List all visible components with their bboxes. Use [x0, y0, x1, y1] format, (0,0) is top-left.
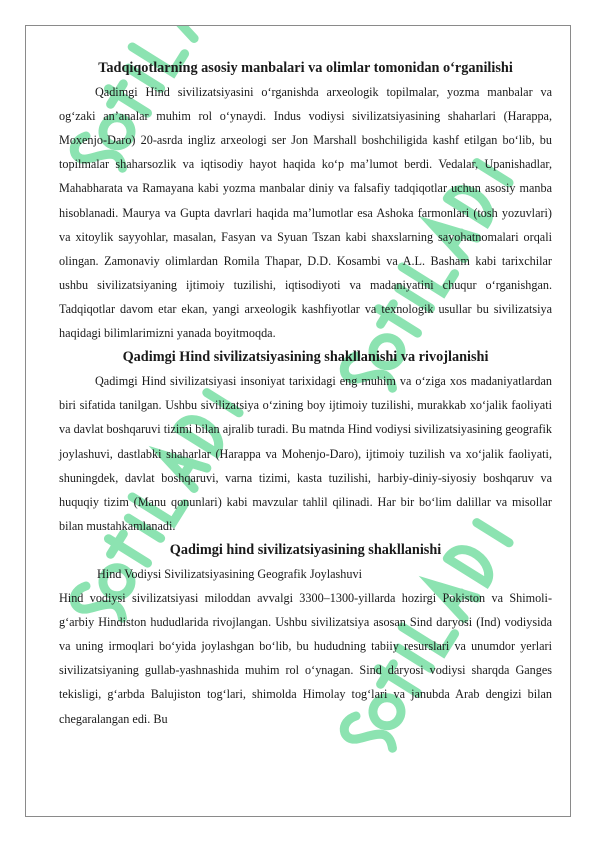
paragraph-geography: Hind vodiysi sivilizatsiyasi miloddan avvalgi 3300–1300-yillarda hozirgi Pokiston va Shimoli-g‘arbiy Hindiston hududlarida rivojlangan. Ushbu sivilizatsiya asosan Sind daryosi (Ind) vodiysida va uning irmoqlari bo‘yida joylashgan bo‘lib, bu hududning tabiiy resurslari va unumdor yerlari sivilizatsiyaning gullab-yashnashida muhim rol o‘ynagan. Sind daryosi vodiysi sharqda Ganges tekisligi, g‘arbda Balujiston tog‘lari, shimolda Himolay tog‘lari va janubda Arab dengizi bilan chegaralangan edi. Bu — [59, 591, 552, 726]
document-body — [59, 56, 552, 731]
section-heading-formation: Qadimgi hind sivilizatsiyasining shakllanishi — [169, 541, 442, 558]
section-heading-formation-development: Qadimgi Hind sivilizatsiyasining shakllanishi va rivojlanishi — [122, 349, 489, 366]
subheading-geography: Hind Vodiysi Sivilizatsiyasining Geografik Joylashuvi — [97, 566, 362, 581]
section-heading-sources: Tadqiqotlarning asosiy manbalari va olimlar tomonidan o‘rganilishi — [98, 60, 513, 76]
page-frame — [25, 25, 571, 817]
paragraph-formation-development: Qadimgi Hind sivilizatsiyasi insoniyat tarixidagi eng muhim va o‘ziga xos madaniyatlardan biri sifatida tanilgan. Ushbu sivilizatsiya o‘zining boy ijtimoiy tuzilishi, murakkab xo‘jalik faoliyati va davlat boshqaruvi tizimi bilan ajralib turadi. Bu matnda Hind vodiysi sivilizatsiyasining geografik joylashuvi, dastlabki shaharlar (Harappa va Mohenjo-Daro), ijtimoiy tuzilish va xo‘jalik faoliyati, shuningdek, davlat boshqaruvi, varna tizimi, kasta tuzilishi, harbiy-diniy-siyosiy boshqaruv va huquqiy tizim (Manu qonunlari) kabi mavzular tahlil qilinadi. Har bir bo‘lim dalillar va misollar bilan mustahkamlanadi. — [59, 374, 552, 533]
paragraph-sources: Qadimgi Hind sivilizatsiyasini o‘rganishda arxeologik topilmalar, yozma manbalar va og‘zaki an’analar muhim rol o‘ynaydi. Indus vodiysi sivilizatsiyasining shaharlari (Harappa, Moxenjo-Daro) 20-asrda ingliz arxeologi ser Jon Marshall boshchiligida kashf etilgan bo‘lib, bu topilmalar shaharsozlik va iqtisodiy hayot haqida ko‘p ma’lumot berdi. Vedalar, Upanishadlar, Mahabharata va Ramayana kabi yozma manbalar diniy va falsafiy tadqiqotlar uchun asosiy manba hisoblanadi. Maurya va Gupta davrlari haqida ma’lumotlar esa Ashoka farmonlari (tosh yozuvlari) va xitoylik sayyohlar, masalan, Fasyan va Syuan Tszan kabi shaxslarning sayohatnomalari orqali olingan. Zamonaviy olimlardan Romila Thapar, D.D. Kosambi va A.L. Basham kabi tarixchilar ushbu sivilizatsiyaning ijtimoiy tuzilishi, iqtisodiyoti va madaniyatini chuqur o‘rganishgan. Tadqiqotlar davom etar ekan, yangi arxeologik kashfiyotlar va texnologik usullar bu sivilizatsiya haqidagi bilimlarimizni yanada boyitmoqda. — [59, 85, 552, 341]
